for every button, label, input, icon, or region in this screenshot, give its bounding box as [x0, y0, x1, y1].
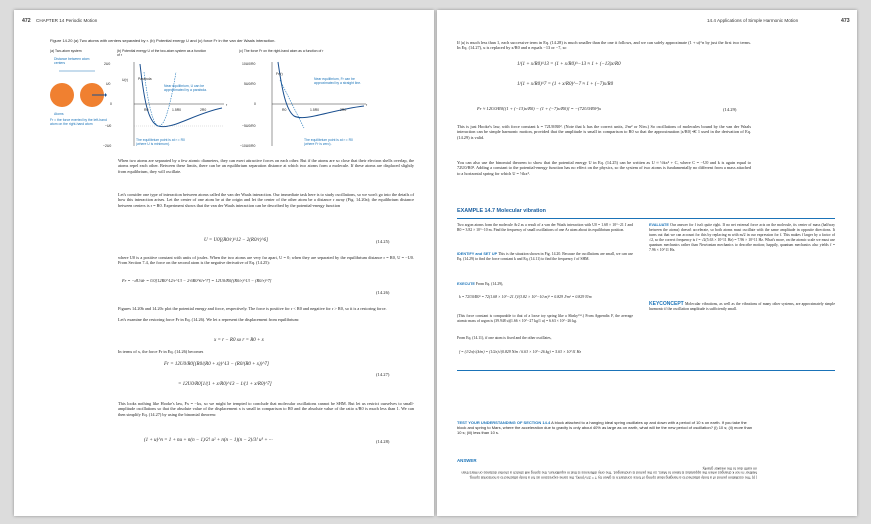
equation-14-26: Fr = −dU/dr = U0[12R0^12/r^13 − 2·6R0^6/r^7] = 12U0/R0[(R0/r)^13 − (R0/r)^7] [122, 278, 272, 283]
panel-b-ytick-3: −U0 [105, 124, 112, 128]
test-title: TEST YOUR UNDERSTANDING OF SECTION 14.4 [457, 420, 551, 425]
left-para-6: In terms of x, the force Fr in Eq. (14.26) becomes [118, 349, 204, 354]
panel-c-xtick-2: 2R0 [340, 108, 347, 112]
panel-b-min-label: The equilibrium point is at r = R0 (where U is minimum). [136, 138, 185, 146]
running-head: CHAPTER 14 Periodic Motion [36, 18, 98, 23]
panel-b-title: (b) Potential energy U of the two-atom system as a function of r [117, 49, 207, 57]
left-para-2: Let's consider one type of interaction between atoms called the van der Waals interaction. Our immediate task here is to study oscillations, so we won't go into the details of how this interaction arises. Let the center of one atom be at the origin and let the center of the other atom be a distance r away (Fig. 14.20a); the equilibrium distance between centers is r = R0. Experiment shows that the van der Waals interaction can be described by the potential-energy function [118, 192, 414, 208]
equation-14-25: U = U0[(R0/r)^12 − 2(R0/r)^6] [204, 238, 269, 243]
equation-14-29: Fr ≈ 12U0/R0[(1 + (−13)x/R0) − (1 + (−7)x/R0)] = −(72U0/R0²)x [477, 106, 602, 111]
left-para-7: This looks nothing like Hooke's law, Fx = −kx, so we might be tempted to conclude that molecular oscillations cannot be SHM. But let us restrict ourselves to small-amplitude oscillations so that the absolute value of the displacement x is small in comparison to R0 and the absolute value of the ratio x/R0 is much less than 1. We can then simplify Eq. (14.27) by using the binomial theorem: [118, 401, 414, 417]
panel-c-ytick-3: −5U0/R0 [242, 124, 256, 128]
panel-b-xtick-1: 1.5R0 [172, 108, 182, 112]
left-para-1: When two atoms are separated by a few atomic diameters, they can exert attractive forces on each other. But if the atoms are so close that their electron shells overlap, the atoms repel each other. Between these limits, there can be an equilibrium separation distance at which two atoms form a molecule. If these atoms are displaced slightly from equilibrium, they will oscillate. [118, 158, 414, 174]
panel-b-axis-x: r [226, 103, 228, 107]
identify-text: This is the situation shown in Fig. 14.20. Because the oscillations are small, we can use Eq. (14.29) to find the force constant k and Eq. (14.11) to find the frequency f of SHM. [457, 252, 633, 261]
eq-number-14-29: (14.29) [723, 107, 737, 112]
two-atom-diagram [47, 65, 107, 125]
panel-b-xtick-2: 2R0 [200, 108, 207, 112]
keyconcept-label: KEYCONCEPT [649, 301, 684, 307]
example-equation-f: f = (1/2π)√(k/m) = (1/2π)√(0.829 N/m / 6.63 × 10^−26 kg) = 5.63 × 10^11 Hz [459, 350, 582, 354]
keyconcept [649, 302, 835, 312]
eq-number-14-27: (14.27) [376, 372, 390, 377]
panel-c-xtick-1: 1.5R0 [310, 108, 320, 112]
panel-b-ytick-2: 0 [110, 102, 112, 106]
panel-a-title: (a) Two-atom system [50, 49, 82, 53]
example-freq-intro: From Eq. (14.11), if one atom is fixed and the other oscillates, [457, 336, 552, 340]
panel-c-ytick-4: −10U0/R0 [240, 144, 256, 148]
panel-b-parabola-label: Parabola [138, 77, 152, 81]
example-rule [457, 218, 835, 219]
panel-b-ytick-0: 2U0 [104, 62, 111, 66]
panel-c-ytick-2: 0 [254, 102, 256, 106]
keyconcept-text: Molecular vibrations, as well as the vibrations of many other systems, are approximately simple harmonic if the oscillation amplitude is sufficiently small. [649, 302, 836, 311]
execute-label: EXECUTE [457, 282, 475, 286]
figure-caption: Figure 14.20 (a) Two atoms with centers separated by r. (b) Potential energy U and (c) force Fr in the van der Waals interaction. [50, 38, 276, 43]
eq-number-14-25: (14.25) [376, 239, 390, 244]
equation-14-27-a: Fr = 12U0/R0[(R0/(R0 + x))^13 − (R0/(R0 + x))^7] [164, 362, 269, 367]
right-para-3: You can also use the binomial theorem to show that the potential energy U in Eq. (14.25) can be written as U ≈ ½kx² + C, where C = −U0 and k is again equal to 72U0/R0². Adding a constant to the potential-energy function has no effect on the physics, so the system of two atoms is fundamentally no different from a mass attached to a horizontal spring for which U = ½kx². [457, 160, 751, 176]
left-para-5: Let's examine the restoring force Fr in Eq. (14.26). We let x represent the displacement from equilibrium: [118, 317, 300, 322]
panel-c-ytick-0: 10U0/R0 [242, 62, 256, 66]
example-identify [457, 252, 633, 262]
panel-b-ytick-1: U0 [106, 82, 111, 86]
page-number: 473 [841, 18, 850, 24]
panel-c-xtick-0: R0 [282, 108, 287, 112]
panel-b-axis-y: U(r) [122, 78, 128, 82]
test-text: A block attached to a hanging ideal spring oscillates up and down with a period of 10 s on earth. If you take the block and spring to Mars, where the acceleration due to gravity is only about 40% as large as on earth, what will be the new period of oscillation? (i) 10 s; (ii) more than 10 s; (iii) less than 10 s. [457, 420, 753, 435]
left-page [14, 10, 434, 516]
example-title: EXAMPLE 14.7 Molecular vibration [457, 208, 546, 214]
equation-binomial-13: 1/(1 + x/R0)^13 = (1 + x/R0)^−13 ≈ 1 + (−13)x/R0 [517, 62, 621, 67]
atom-left [50, 83, 74, 107]
panel-c-title: (c) The force Fr on the right-hand atom as a function of r [239, 49, 324, 53]
panel-c-axis-x: r [366, 103, 368, 107]
panel-a-force-label: Fr = the force exerted by the left-hand atom on the right-hand atom [50, 118, 107, 126]
left-para-3: where U0 is a positive constant with units of joules. When the two atoms are very far apart, U = 0; when they are separated by the equilibrium distance r = R0, U = −U0. From Section 7.4, the force on the second atom is the negative derivative of Eq. (14.25): [118, 255, 414, 266]
example-equation-k: k = 72U0/R0² = 72(1.68 × 10^−21 J)/(3.82 × 10^−10 m)² = 0.829 J/m² = 0.829 N/m [459, 295, 592, 299]
example-evaluate [649, 223, 835, 252]
example-end-rule [457, 370, 835, 371]
example-execute [457, 282, 633, 287]
panel-b-near-label: Near equilibrium, U can be approximated by a parabola. [164, 84, 207, 92]
example-problem: Two argon atoms form the molecule Ar2 as a result of a van der Waals interaction with U0 = 1.68 × 10^−21 J and R0 = 3.82 × 10^−10 m. Find the frequency of small oscillations of one Ar atom about its equilibrium position. [457, 223, 633, 232]
panel-a-distance-label: Distance between atom centers [54, 57, 90, 65]
panel-c-near-label: Near equilibrium, Fr can be approximated by a straight line. [314, 77, 362, 85]
equation-displacement: x = r − R0 so r = R0 + x [214, 338, 264, 343]
panel-b-ytick-4: −2U0 [103, 144, 112, 148]
left-para-4: Figures 14.20b and 14.20c plot the potential energy and force, respectively. The force is positive for r < R0 and negative for r > R0, so it is a restoring force. [118, 306, 387, 311]
potential-energy-plot [118, 60, 228, 150]
answer-text-inverted: | (i) The oscillation period of a body attached to a hanging ideal spring of force constant k is given by T = 2π√(m/k), the same expression as for a body attached to a horizontal spring. Neither m nor k changes when the apparatus is taken to Mars, so the period is unchanged. The only difference is that in equilibrium, the spring will stretch a shorter distance on Mars than on earth due to the weaker gravity. [461, 466, 757, 480]
eq-number-14-28: (14.28) [376, 439, 390, 444]
equation-14-27-b: = 12U0/R0[1/(1 + x/R0)^13 − 1/(1 + x/R0)^7] [178, 382, 272, 387]
panel-c-ytick-1: 5U0/R0 [244, 82, 256, 86]
evaluate-label: EVALUATE [649, 223, 669, 227]
example-mass-text: (This force constant is comparable to that of a loose toy spring like a Slinky™.) From Appendix F, the average atomic mass of argon is (39.948 u)(1.66 × 10^−27 kg/1 u) = 6.63 × 10^−26 kg. [457, 314, 633, 323]
execute-text: From Eq. (14.29), [475, 282, 504, 286]
right-para-2: This is just Hooke's law, with force constant k = 72U0/R0². (Note that k has the correct units, J/m² or N/m.) So oscillations of molecules bound by the van der Waals interaction can be simple harmonic motion, provided that the amplitude is small in comparison to R0 so that the approximation |x/R0| ≪ 1 used in the derivation of Eq. (14.29) is valid. [457, 124, 751, 140]
right-page [437, 10, 857, 516]
eq-number-14-26: (14.26) [376, 290, 390, 295]
answer-label: ANSWER [457, 458, 477, 463]
test-understanding [457, 420, 757, 435]
panel-b-xtick-0: R0 [144, 108, 149, 112]
panel-c-eq-label: The equilibrium point is at r = R0 (where Fr is zero). [304, 138, 353, 146]
panel-a-atoms-label: Atoms [54, 112, 64, 116]
equation-binomial-7: 1/(1 + x/R0)^7 = (1 + x/R0)^−7 ≈ 1 + (−7)x/R0 [517, 82, 614, 87]
panel-c-axis-y: Fr(r) [276, 72, 283, 76]
identify-label: IDENTIFY and SET UP [457, 252, 498, 256]
evaluate-text: Our answer for f isn't quite right. If no net external force acts on the molecule, its center of mass (halfway between the atoms) doesn't accelerate, so both atoms must oscillate with the same amplitude in opposite directions. It turns out that we can account for this by replacing m with m/2 in our expression for f. This makes f larger by a factor of √2, so the correct frequency is f = √2(5.63 × 10^11 Hz) = 7.96 × 10^11 Hz. What's more, on the atomic scale we must use quantum mechanics rather than Newtonian mechanics to describe motion; happily, quantum mechanics also yields f = 7.96 × 10^11 Hz. [649, 223, 835, 252]
running-head: 14.4 Applications of Simple Harmonic Motion [707, 18, 799, 23]
page-number: 472 [22, 18, 31, 24]
equation-14-28: (1 + u)^n = 1 + nu + n(n − 1)/2! u² + n(n − 1)(n − 2)/3! u³ + ··· [144, 438, 273, 443]
right-para-1: If |u| is much less than 1, each successive term in Eq. (14.28) is much smaller than the one it follows, and we can safely approximate (1 + u)^n by just the first two terms. In Eq. (14.27), u is replaced by x/R0 and n equals −13 or −7, so [457, 40, 751, 51]
